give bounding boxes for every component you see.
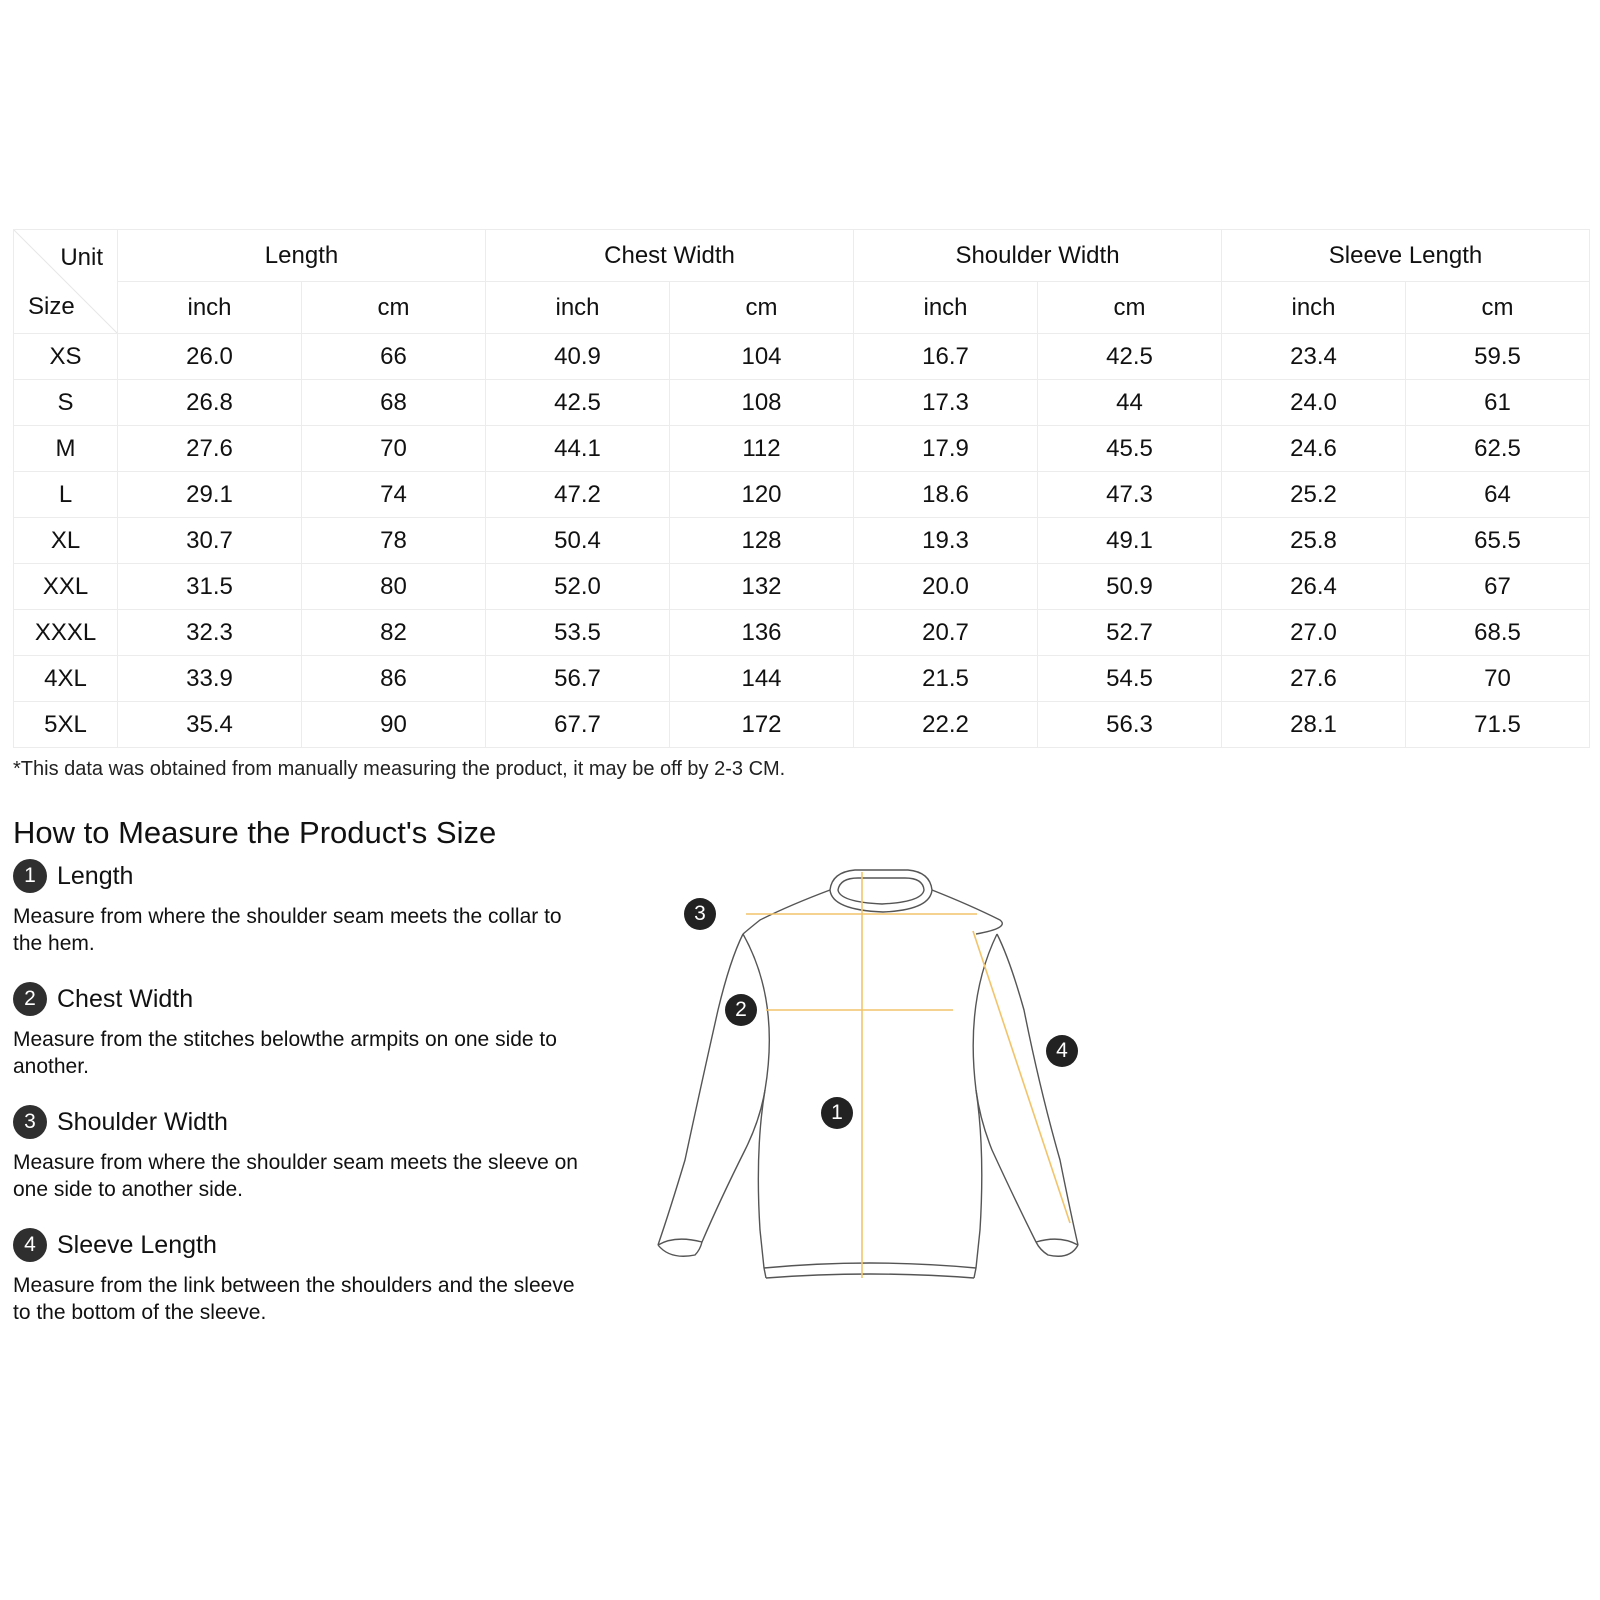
value-cell: 65.5: [1406, 518, 1590, 564]
group-header-chest-width: Chest Width: [486, 230, 854, 282]
value-cell: 120: [670, 472, 854, 518]
value-cell: 47.3: [1038, 472, 1222, 518]
guide-title: How to Measure the Product's Size: [13, 815, 497, 850]
value-cell: 67: [1406, 564, 1590, 610]
size-cell: 4XL: [14, 656, 118, 702]
value-cell: 56.7: [486, 656, 670, 702]
value-cell: 20.0: [854, 564, 1038, 610]
unit-label: Unit: [60, 244, 103, 271]
value-cell: 50.9: [1038, 564, 1222, 610]
value-cell: 68: [302, 380, 486, 426]
unit-header: cm: [670, 282, 854, 334]
value-cell: 50.4: [486, 518, 670, 564]
value-cell: 86: [302, 656, 486, 702]
value-cell: 53.5: [486, 610, 670, 656]
value-cell: 27.0: [1222, 610, 1406, 656]
value-cell: 47.2: [486, 472, 670, 518]
group-header-length: Length: [118, 230, 486, 282]
value-cell: 21.5: [854, 656, 1038, 702]
value-cell: 30.7: [118, 518, 302, 564]
value-cell: 17.9: [854, 426, 1038, 472]
step-description: Measure from the stitches belowthe armpits on one side to another.: [13, 1028, 557, 1078]
value-cell: 52.7: [1038, 610, 1222, 656]
step-description: Measure from the link between the shoulders and the sleeve to the bottom of the sleeve.: [13, 1274, 575, 1324]
value-cell: 18.6: [854, 472, 1038, 518]
marker-shoulder-width: 3: [684, 898, 716, 930]
table-row: [14, 426, 1590, 472]
value-cell: 31.5: [118, 564, 302, 610]
value-cell: 17.3: [854, 380, 1038, 426]
measurement-footnote: *This data was obtained from manually measuring the product, it may be off by 2-3 CM.: [13, 758, 786, 780]
value-cell: 28.1: [1222, 702, 1406, 748]
unit-header: inch: [118, 282, 302, 334]
size-chart-table: [13, 229, 1590, 748]
table-row: [14, 380, 1590, 426]
value-cell: 42.5: [1038, 334, 1222, 380]
table-row: [14, 702, 1590, 748]
size-cell: 5XL: [14, 702, 118, 748]
step-title: Chest Width: [57, 984, 194, 1013]
value-cell: 136: [670, 610, 854, 656]
unit-header: cm: [302, 282, 486, 334]
step-title: Sleeve Length: [57, 1230, 217, 1259]
size-cell: XS: [14, 334, 118, 380]
value-cell: 29.1: [118, 472, 302, 518]
value-cell: 25.2: [1222, 472, 1406, 518]
table-row: [14, 334, 1590, 380]
value-cell: 132: [670, 564, 854, 610]
group-header-shoulder-width: Shoulder Width: [854, 230, 1222, 282]
table-row: [14, 518, 1590, 564]
step-number-badge: 2: [13, 982, 47, 1016]
value-cell: 24.0: [1222, 380, 1406, 426]
value-cell: 62.5: [1406, 426, 1590, 472]
value-cell: 172: [670, 702, 854, 748]
guide-step-sleeve-length: [13, 1227, 593, 1326]
size-cell: XL: [14, 518, 118, 564]
value-cell: 20.7: [854, 610, 1038, 656]
guide-step-chest-width: [13, 981, 593, 1080]
value-cell: 56.3: [1038, 702, 1222, 748]
value-cell: 44: [1038, 380, 1222, 426]
table-row: [14, 656, 1590, 702]
value-cell: 35.4: [118, 702, 302, 748]
value-cell: 104: [670, 334, 854, 380]
step-description: Measure from where the shoulder seam meets the collar to the hem.: [13, 905, 562, 955]
step-number-badge: 1: [13, 859, 47, 893]
sweater-measurement-diagram: [640, 850, 1100, 1290]
step-title: Length: [57, 861, 134, 890]
step-description: Measure from where the shoulder seam meets the sleeve on one side to another side.: [13, 1151, 578, 1201]
value-cell: 82: [302, 610, 486, 656]
unit-header: cm: [1406, 282, 1590, 334]
value-cell: 24.6: [1222, 426, 1406, 472]
step-number-badge: 4: [13, 1228, 47, 1262]
size-cell: L: [14, 472, 118, 518]
step-number-badge: 3: [13, 1105, 47, 1139]
value-cell: 78: [302, 518, 486, 564]
value-cell: 71.5: [1406, 702, 1590, 748]
value-cell: 59.5: [1406, 334, 1590, 380]
size-cell: S: [14, 380, 118, 426]
table-corner-header: [14, 230, 118, 334]
marker-length: 1: [821, 1097, 853, 1129]
group-header-sleeve-length: Sleeve Length: [1222, 230, 1590, 282]
unit-header: inch: [854, 282, 1038, 334]
size-label: Size: [28, 293, 75, 320]
value-cell: 42.5: [486, 380, 670, 426]
guide-step-shoulder-width: [13, 1104, 593, 1203]
value-cell: 16.7: [854, 334, 1038, 380]
value-cell: 33.9: [118, 656, 302, 702]
value-cell: 144: [670, 656, 854, 702]
value-cell: 27.6: [1222, 656, 1406, 702]
value-cell: 45.5: [1038, 426, 1222, 472]
table-row: [14, 610, 1590, 656]
unit-header: inch: [1222, 282, 1406, 334]
value-cell: 27.6: [118, 426, 302, 472]
value-cell: 90: [302, 702, 486, 748]
value-cell: 32.3: [118, 610, 302, 656]
marker-sleeve-length: 4: [1046, 1035, 1078, 1067]
unit-header: inch: [486, 282, 670, 334]
guide-step-length: [13, 858, 593, 957]
size-cell: XXXL: [14, 610, 118, 656]
step-title: Shoulder Width: [57, 1107, 228, 1136]
value-cell: 70: [302, 426, 486, 472]
value-cell: 112: [670, 426, 854, 472]
value-cell: 66: [302, 334, 486, 380]
value-cell: 128: [670, 518, 854, 564]
value-cell: 108: [670, 380, 854, 426]
table-row: [14, 564, 1590, 610]
value-cell: 70: [1406, 656, 1590, 702]
value-cell: 26.8: [118, 380, 302, 426]
value-cell: 49.1: [1038, 518, 1222, 564]
value-cell: 54.5: [1038, 656, 1222, 702]
value-cell: 68.5: [1406, 610, 1590, 656]
value-cell: 40.9: [486, 334, 670, 380]
value-cell: 74: [302, 472, 486, 518]
size-cell: XXL: [14, 564, 118, 610]
value-cell: 23.4: [1222, 334, 1406, 380]
value-cell: 80: [302, 564, 486, 610]
value-cell: 26.0: [118, 334, 302, 380]
size-cell: M: [14, 426, 118, 472]
value-cell: 22.2: [854, 702, 1038, 748]
value-cell: 26.4: [1222, 564, 1406, 610]
value-cell: 64: [1406, 472, 1590, 518]
table-row: [14, 472, 1590, 518]
unit-header: cm: [1038, 282, 1222, 334]
value-cell: 52.0: [486, 564, 670, 610]
value-cell: 61: [1406, 380, 1590, 426]
value-cell: 25.8: [1222, 518, 1406, 564]
value-cell: 44.1: [486, 426, 670, 472]
value-cell: 19.3: [854, 518, 1038, 564]
marker-chest-width: 2: [725, 994, 757, 1026]
value-cell: 67.7: [486, 702, 670, 748]
